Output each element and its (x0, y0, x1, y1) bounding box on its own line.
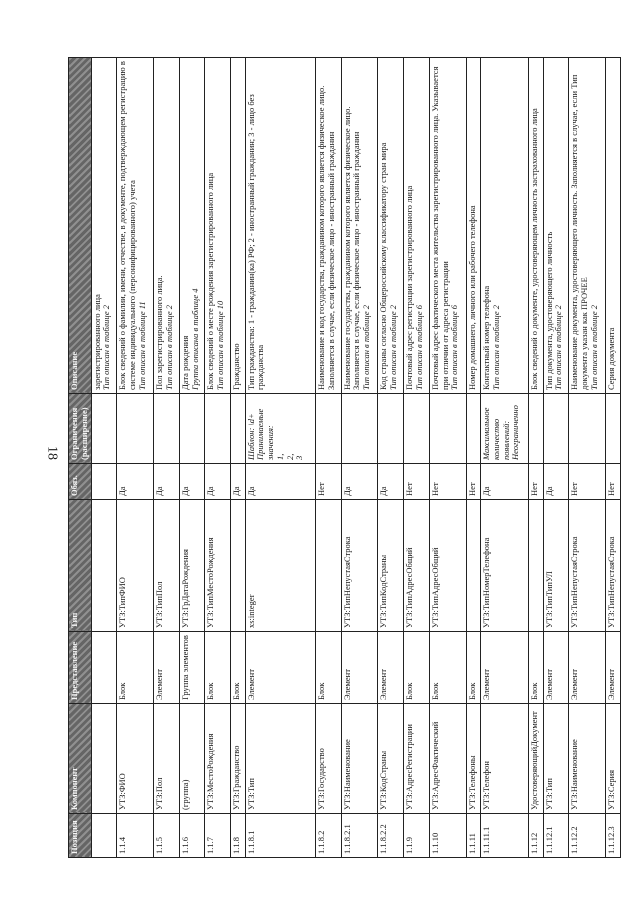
cell-description (91, 58, 117, 394)
description-text: Дата рождения (179, 335, 190, 390)
cell-required: Да (179, 464, 205, 500)
cell-representation: Блок (231, 632, 246, 704)
description-note: Тип описан в таблице 11 (136, 301, 147, 390)
cell-type: УТЗ:ТипАдресОбщий (404, 500, 430, 632)
cell-representation: Элемент (543, 632, 569, 704)
cell-required: Да (205, 464, 231, 500)
cell-required: Да (231, 464, 246, 500)
cell-type: УТЗ:ТипКодСтраны (378, 500, 404, 632)
cell-required: Да (341, 464, 378, 500)
description-text: Почтовый адрес регистрации зарегистрированного лица (404, 185, 415, 390)
table-row (543, 58, 569, 858)
constraint-line: 3 (294, 455, 305, 460)
cell-component: УдостоверяющийДокумент (529, 704, 544, 814)
cell-component: УТЗ:Серия (606, 704, 621, 814)
cell-description (179, 58, 205, 394)
cell-position: 1.1.8.2.1 (341, 814, 378, 858)
cell-type: УТЗ:ТипНепустаяСтрока (606, 500, 621, 632)
cell-representation: Элемент (606, 632, 621, 704)
table-row (378, 58, 404, 858)
constraint-line: Шаблон: \d+ (245, 413, 256, 460)
table-row (315, 58, 341, 858)
header-representation: Представление (69, 632, 92, 704)
cell-representation: Группа элементов (179, 632, 205, 704)
constraint-line: Максимальное количество появлений: Неограниченно (481, 405, 521, 460)
cell-type: УТЗ:ТипНепустаяСтрока (341, 500, 378, 632)
cell-required: Да (154, 464, 180, 500)
cell-constraints (91, 394, 117, 464)
cell-type (231, 500, 246, 632)
cell-representation: Элемент (154, 632, 180, 704)
cell-description (606, 58, 621, 394)
cell-constraints (569, 394, 606, 464)
cell-constraints (404, 394, 430, 464)
cell-type: УТЗ:ТипПол (154, 500, 180, 632)
description-text: Блок сведений о месте рождения зарегистрированного лица (205, 172, 216, 390)
cell-type: УТЗ:ТипФИО (117, 500, 154, 632)
cell-required: Да (481, 464, 529, 500)
cell-required (91, 464, 117, 500)
cell-component: УТЗ:Тип (543, 704, 569, 814)
description-note: Группа описана в таблице 4 (189, 288, 200, 390)
cell-type: УТЗ:ТипМестоРождения (205, 500, 231, 632)
description-note: Тип описан в таблице 2 (361, 305, 372, 390)
cell-type: УТЗ:ТипНомерТелефона (481, 500, 529, 632)
cell-required: Нет (404, 464, 430, 500)
cell-constraints (117, 394, 154, 464)
cell-constraints (154, 394, 180, 464)
description-text: зарегистрированного лица (91, 294, 102, 390)
cell-description (154, 58, 180, 394)
cell-component: УТЗ:Гражданство (231, 704, 246, 814)
cell-representation: Элемент (341, 632, 378, 704)
cell-representation: Блок (205, 632, 231, 704)
cell-type: УТЗ:ТипТипУЛ (543, 500, 569, 632)
cell-description (429, 58, 466, 394)
cell-description (245, 58, 315, 394)
table-row (404, 58, 430, 858)
cell-position: 1.1.10 (429, 814, 466, 858)
cell-constraints (481, 394, 529, 464)
description-text: Номер домашнего, личного или рабочего телефона (466, 205, 477, 390)
description-note: Тип описан в таблице 2 (553, 305, 564, 390)
cell-type (529, 500, 544, 632)
cell-position: 1.1.9 (404, 814, 430, 858)
constraint-line: 1, (274, 453, 285, 460)
description-note: Тип описан в таблице 2 (163, 305, 174, 390)
cell-description (378, 58, 404, 394)
cell-position: 1.1.6 (179, 814, 205, 858)
cell-description (404, 58, 430, 394)
description-text: Наименование документа, удостоверяющего личность. Заполняется в случае, если Тип документа указан как ПРОЧЕЕ (569, 74, 590, 390)
cell-description (117, 58, 154, 394)
cell-position: 1.1.4 (117, 814, 154, 858)
description-text: Почтовый адрес фактического места жительства зарегистрированного лица. Указывается при отличии от адреса регистрации (429, 66, 450, 390)
description-text: Пол зарегистрированного лица. (154, 275, 165, 390)
cell-position: 1.1.12.3 (606, 814, 621, 858)
cell-representation: Блок (315, 632, 341, 704)
cell-representation: Блок (404, 632, 430, 704)
cell-component: УТЗ:КодСтраны (378, 704, 404, 814)
rotated-table-wrapper (68, 58, 621, 858)
cell-required: Нет (429, 464, 466, 500)
description-text: Тип документа, удостоверяющего личность (543, 231, 554, 390)
cell-position: 1.1.8.2.2 (378, 814, 404, 858)
cell-component: УТЗ:Пол (154, 704, 180, 814)
table-row (569, 58, 606, 858)
cell-component: УТЗ:АдресРегистрации (404, 704, 430, 814)
cell-representation (91, 632, 117, 704)
description-text: Тип гражданства: 1 - гражданин(ка) РФ; 2 - иностранный гражданин; 3 - лицо без гражданства (245, 94, 266, 390)
cell-required: Да (378, 464, 404, 500)
cell-description (231, 58, 246, 394)
cell-component: УТЗ:Тип (245, 704, 315, 814)
cell-required: Нет (529, 464, 544, 500)
cell-component: УТЗ:АдресФактический (429, 704, 466, 814)
cell-position: 1.1.12 (529, 814, 544, 858)
header-position: Позиция (69, 814, 92, 858)
table-body (91, 58, 620, 858)
description-text: Контактный номер телефона (481, 285, 492, 390)
table-row (429, 58, 466, 858)
cell-component: УТЗ:Государство (315, 704, 341, 814)
table-row (481, 58, 529, 858)
table-row (466, 58, 481, 858)
description-note: Тип описан в таблице 10 (215, 300, 226, 390)
cell-constraints (205, 394, 231, 464)
cell-position (91, 814, 117, 858)
page-number: 18 (44, 446, 60, 460)
cell-constraints (231, 394, 246, 464)
cell-description (569, 58, 606, 394)
cell-required: Да (117, 464, 154, 500)
cell-position: 1.1.7 (205, 814, 231, 858)
cell-position: 1.1.11.1 (481, 814, 529, 858)
description-text: Наименование и код государства, гражданином которого является физическое лицо. Заполняется в случае, если физическое лицо - иностранный гражданин (315, 85, 336, 390)
header-required: Обяз. (69, 464, 92, 500)
cell-required: Да (543, 464, 569, 500)
cell-constraints (466, 394, 481, 464)
header-type: Тип (69, 500, 92, 632)
rotated-table-container (68, 58, 621, 858)
cell-required: Нет (466, 464, 481, 500)
description-text: Код страны согласно Общероссийскому классификатору стран мира (378, 142, 389, 390)
description-note: Тип описан в таблице 6 (413, 305, 424, 390)
table-row (606, 58, 621, 858)
header-constraints: Ограничения (расширение) (69, 394, 92, 464)
cell-description (481, 58, 529, 394)
cell-position: 1.1.12.1 (543, 814, 569, 858)
cell-constraints (378, 394, 404, 464)
description-text: Наименование государства, гражданином которого является физическое лицо. Заполняется в случае, если физическое лицо - иностранный гражданин (341, 106, 362, 390)
cell-representation: Элемент (378, 632, 404, 704)
cell-description (466, 58, 481, 394)
cell-component: УТЗ:Телефоны (466, 704, 481, 814)
cell-required: Нет (606, 464, 621, 500)
cell-type: УТЗ:ТипНепустаяСтрока (569, 500, 606, 632)
cell-type (91, 500, 117, 632)
table-row (154, 58, 180, 858)
cell-position: 1.1.8.1 (245, 814, 315, 858)
constraint-line: 2, (284, 453, 295, 460)
cell-type: УТЗ:ТипАдресОбщий (429, 500, 466, 632)
cell-description (543, 58, 569, 394)
cell-constraints (245, 394, 315, 464)
description-note: Тип описан в таблице 2 (588, 305, 599, 390)
header-component: Компонент (69, 704, 92, 814)
cell-description (205, 58, 231, 394)
cell-type (315, 500, 341, 632)
table-row (341, 58, 378, 858)
cell-representation: Элемент (481, 632, 529, 704)
schema-table (68, 57, 621, 858)
cell-component: (группа) (179, 704, 205, 814)
header-description: Описание (69, 58, 92, 394)
cell-description (315, 58, 341, 394)
cell-constraints (315, 394, 341, 464)
cell-constraints (179, 394, 205, 464)
description-text: Гражданство (231, 343, 242, 390)
cell-representation: Элемент (569, 632, 606, 704)
cell-component: УТЗ:Наименование (569, 704, 606, 814)
table-row (245, 58, 315, 858)
cell-representation: Блок (117, 632, 154, 704)
cell-position: 1.1.11 (466, 814, 481, 858)
table-row (205, 58, 231, 858)
table-row (231, 58, 246, 858)
cell-type (466, 500, 481, 632)
cell-component: УТЗ:Телефон (481, 704, 529, 814)
description-text: Блок сведений о документе, удостоверяющем личность застрахованного лица (529, 108, 540, 390)
cell-component: УТЗ:ФИО (117, 704, 154, 814)
cell-constraints (606, 394, 621, 464)
cell-position: 1.1.5 (154, 814, 180, 858)
description-note: Тип описан в таблице 2 (490, 305, 501, 390)
cell-constraints (429, 394, 466, 464)
description-text: Блок сведений о фамилии, имени, отчестве, в документе, подтверждающем регистрацию в системе индивидуального (персонифицированного) учета (117, 61, 137, 390)
cell-component (91, 704, 117, 814)
table-row (91, 58, 117, 858)
cell-constraints (341, 394, 378, 464)
cell-required: Нет (569, 464, 606, 500)
description-note: Тип описан в таблице 2 (101, 305, 112, 390)
cell-component: УТЗ:МестоРождения (205, 704, 231, 814)
cell-component: УТЗ:Наименование (341, 704, 378, 814)
cell-representation: Блок (466, 632, 481, 704)
table-row (117, 58, 154, 858)
cell-position: 1.1.8.2 (315, 814, 341, 858)
cell-type: xs:integer (245, 500, 315, 632)
description-text: Серия документа (606, 327, 617, 390)
cell-position: 1.1.8 (231, 814, 246, 858)
cell-description (341, 58, 378, 394)
table-row (179, 58, 205, 858)
table-row (529, 58, 544, 858)
cell-required: Да (245, 464, 315, 500)
cell-constraints (543, 394, 569, 464)
description-note: Тип описан в таблице 6 (449, 305, 460, 390)
constraint-line: Принимаемые значения: (255, 408, 276, 460)
description-note: Тип описан в таблице 2 (388, 305, 399, 390)
cell-required: Нет (315, 464, 341, 500)
cell-representation: Блок (429, 632, 466, 704)
cell-type: УТЗ:ГрДатаРождения (179, 500, 205, 632)
table-header-row (69, 58, 92, 858)
cell-representation: Элемент (245, 632, 315, 704)
cell-position: 1.1.12.2 (569, 814, 606, 858)
cell-constraints (529, 394, 544, 464)
cell-representation: Блок (529, 632, 544, 704)
cell-description (529, 58, 544, 394)
